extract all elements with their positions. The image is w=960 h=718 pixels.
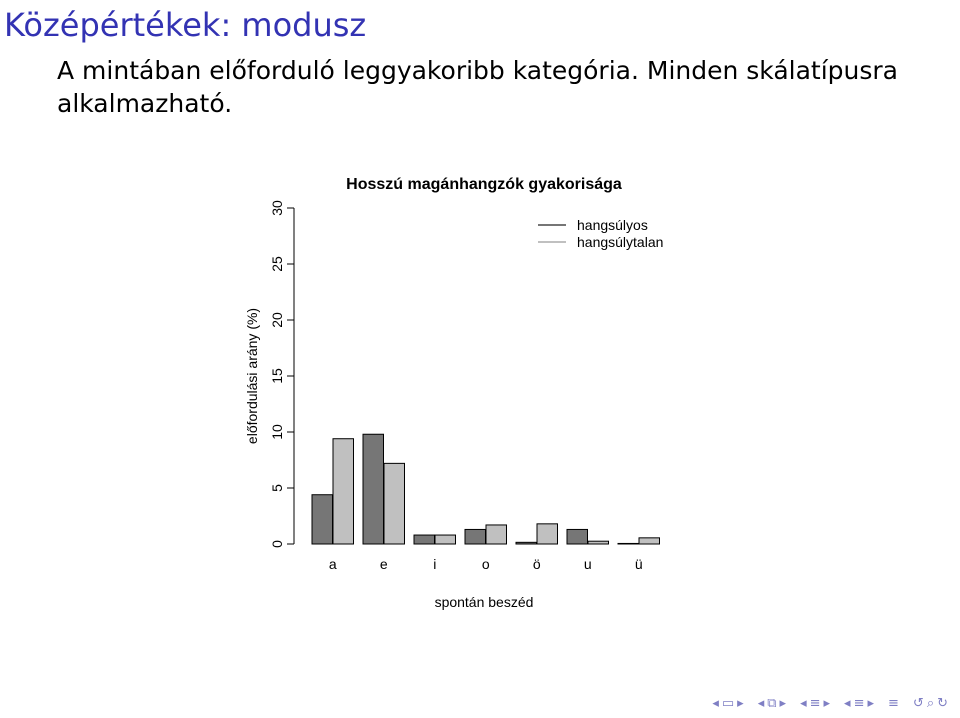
nav-search-group (913, 697, 948, 710)
y-tick-label: 0 (269, 540, 285, 548)
x-tick-label: ö (532, 556, 541, 572)
nav-search-icon[interactable]: ⌕ (926, 696, 935, 711)
bar-hangsúlytalan-e (384, 463, 405, 544)
y-tick-label: 10 (269, 424, 285, 440)
y-axis-label: előfordulási arány (%) (244, 307, 260, 445)
nav-next-subsection-icon[interactable]: ▸ (779, 696, 787, 711)
x-tick-label: e (379, 556, 388, 572)
bar-hangsúlytalan-a (333, 439, 354, 544)
nav-section-group (800, 697, 830, 710)
nav-forward-icon[interactable]: ↻ (937, 696, 948, 711)
x-tick-label: ü (634, 556, 643, 572)
bar-hangsúlyos-e (363, 434, 384, 544)
slide-body-text: A mintában előforduló leggyakoribb kategória. Minden skálatípusra alkalmazható. (57, 56, 899, 118)
legend (538, 217, 663, 250)
nav-prev-subsection-icon[interactable]: ◂ (757, 696, 765, 711)
nav-align-group (888, 697, 899, 710)
nav-align-icon[interactable]: ≡ (888, 696, 899, 711)
bar-hangsúlytalan-o (486, 525, 507, 544)
bar-hangsúlytalan-ö (537, 524, 558, 544)
y-tick-label: 25 (269, 256, 285, 272)
y-tick-label: 15 (269, 368, 285, 384)
nav-subsection-icon[interactable]: ⧉ (767, 696, 777, 711)
bars (312, 434, 660, 544)
x-tick-label: u (583, 556, 592, 572)
y-tick-label: 30 (269, 200, 285, 216)
x-axis-label: spontán beszéd (434, 594, 534, 610)
y-tick-label: 20 (269, 312, 285, 328)
nav-prev-section-icon[interactable]: ◂ (800, 696, 807, 711)
bar-hangsúlyos-i (414, 535, 435, 544)
bar-hangsúlyos-u (567, 529, 588, 544)
x-tick-labels (329, 556, 643, 572)
y-tick-label: 5 (269, 484, 285, 492)
y-axis (269, 200, 294, 548)
bar-hangsúlytalan-i (435, 535, 456, 544)
nav-frame-group (712, 697, 743, 710)
x-tick-label: o (481, 556, 490, 572)
nav-next-section-icon[interactable]: ▸ (823, 696, 831, 711)
nav-prev-presentation-icon[interactable]: ◂ (844, 696, 851, 711)
nav-subsection-group (758, 697, 786, 710)
nav-presentation-icon[interactable]: ≡ (853, 696, 865, 711)
nav-prev-frame-icon[interactable]: ◂ (712, 696, 719, 711)
bar-hangsúlyos-ü (618, 543, 639, 544)
nav-back-icon[interactable]: ↺ (912, 696, 924, 711)
bar-hangsúlytalan-u (588, 541, 609, 544)
chart-title: Hosszú magánhangzók gyakorisága (346, 176, 622, 193)
beamer-navigation (712, 697, 948, 710)
nav-section-icon[interactable]: ≡ (809, 696, 821, 711)
nav-presentation-group (844, 697, 874, 710)
slide-title: Középértékek: modusz (4, 6, 367, 44)
legend-label: hangsúlytalan (577, 234, 664, 250)
bar-hangsúlyos-ö (516, 542, 537, 544)
nav-next-presentation-icon[interactable]: ▸ (867, 696, 874, 711)
legend-label: hangsúlyos (577, 217, 648, 233)
nav-frame-icon[interactable]: ▭ (721, 696, 735, 711)
bar-hangsúlyos-a (312, 495, 333, 544)
nav-next-frame-icon[interactable]: ▸ (737, 696, 744, 711)
x-tick-label: i (433, 556, 437, 572)
bar-hangsúlyos-o (465, 529, 486, 544)
x-tick-label: a (328, 556, 337, 572)
bar-hangsúlytalan-ü (639, 538, 660, 544)
